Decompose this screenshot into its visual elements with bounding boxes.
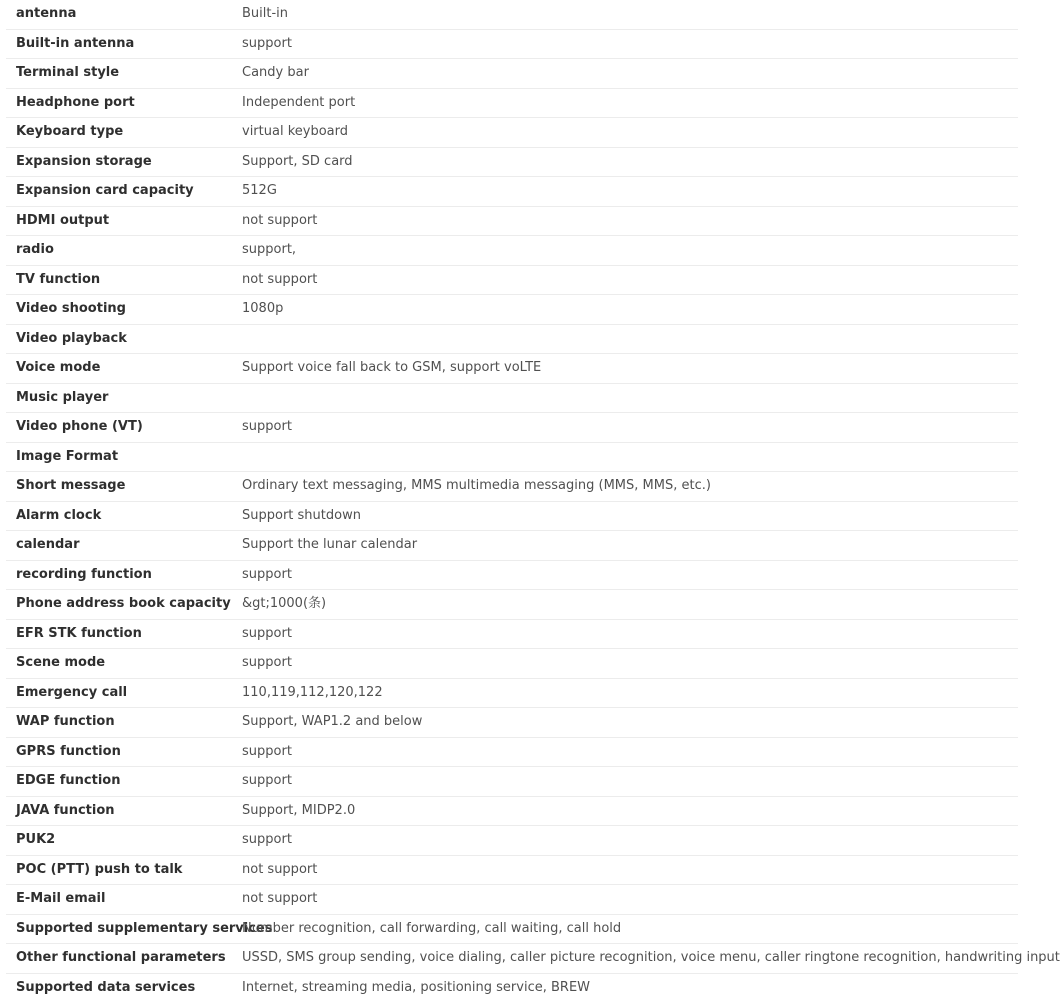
spec-row [6,472,1018,502]
spec-label: Alarm clock [6,501,232,531]
spec-value [232,442,1018,472]
spec-row [6,914,1018,944]
spec-row [6,413,1018,443]
spec-row [6,737,1018,767]
spec-value: Candy bar [232,59,1018,89]
spec-value: not support [232,206,1018,236]
spec-row [6,383,1018,413]
spec-row [6,708,1018,738]
spec-value [232,324,1018,354]
spec-label: EDGE function [6,767,232,797]
spec-label: WAP function [6,708,232,738]
spec-value: Support, WAP1.2 and below [232,708,1018,738]
spec-row [6,501,1018,531]
spec-label: Emergency call [6,678,232,708]
spec-label: antenna [6,0,232,29]
spec-label: Other functional parameters [6,944,232,974]
spec-label: Video playback [6,324,232,354]
spec-row [6,619,1018,649]
spec-value: support [232,737,1018,767]
spec-row [6,265,1018,295]
spec-row [6,531,1018,561]
spec-value: support [232,560,1018,590]
spec-row [6,944,1018,974]
spec-value: support [232,413,1018,443]
spec-value: support [232,29,1018,59]
spec-label: JAVA function [6,796,232,826]
spec-label: Video phone (VT) [6,413,232,443]
spec-row [6,29,1018,59]
spec-label: Supported supplementary services [6,914,232,944]
spec-value: 1080p [232,295,1018,325]
spec-label: Terminal style [6,59,232,89]
spec-row [6,826,1018,856]
spec-value: Support shutdown [232,501,1018,531]
spec-value: virtual keyboard [232,118,1018,148]
spec-row [6,649,1018,679]
spec-label: POC (PTT) push to talk [6,855,232,885]
spec-label: Supported data services [16,979,196,995]
spec-row [6,324,1018,354]
spec-label: E-Mail email [6,885,232,915]
spec-row [6,206,1018,236]
spec-value: support, [232,236,1018,266]
spec-row [6,442,1018,472]
spec-row [6,590,1018,620]
spec-row [6,767,1018,797]
spec-value: Support, MIDP2.0 [232,796,1018,826]
spec-row [6,59,1018,89]
spec-row [6,118,1018,148]
spec-row [6,855,1018,885]
spec-label: Keyboard type [6,118,232,148]
spec-label: Voice mode [6,354,232,384]
spec-value: not support [232,855,1018,885]
spec-value [232,383,1018,413]
spec-value: not support [232,885,1018,915]
spec-value: Ordinary text messaging, MMS multimedia messaging (MMS, MMS, etc.) [232,472,1018,502]
spec-label: Music player [6,383,232,413]
spec-value: &gt;1000(条) [232,590,1018,620]
spec-label: Expansion card capacity [6,177,232,207]
spec-value: support [232,767,1018,797]
spec-label: TV function [6,265,232,295]
spec-row [6,88,1018,118]
spec-value: Internet, streaming media, positioning service, BREW [242,979,591,995]
spec-label: Built-in antenna [6,29,232,59]
spec-row [6,295,1018,325]
spec-row [6,885,1018,915]
spec-label: calendar [6,531,232,561]
spec-label: Image Format [6,442,232,472]
spec-label: EFR STK function [6,619,232,649]
spec-label: Scene mode [6,649,232,679]
spec-row [6,354,1018,384]
spec-value: USSD, SMS group sending, voice dialing, caller picture recognition, voice menu, caller ringtone recognition, handwriting input [232,944,1018,974]
spec-row [6,0,1018,29]
spec-row [6,236,1018,266]
spec-value: 512G [232,177,1018,207]
spec-label: recording function [6,560,232,590]
specification-table-body [6,0,1060,1002]
spec-value: Number recognition, call forwarding, call waiting, call hold [232,914,1018,944]
spec-value: Built-in [232,0,1018,29]
spec-value: Support the lunar calendar [232,531,1018,561]
spec-value: Support voice fall back to GSM, support voLTE [232,354,1018,384]
spec-row [6,796,1018,826]
spec-label: Headphone port [6,88,232,118]
spec-value: Independent port [232,88,1018,118]
spec-label: HDMI output [6,206,232,236]
spec-value: not support [232,265,1018,295]
specification-table [6,0,1060,1002]
spec-label: Expansion storage [6,147,232,177]
spec-value: Support, SD card [232,147,1018,177]
spec-label: radio [6,236,232,266]
spec-label: PUK2 [6,826,232,856]
spec-label: Phone address book capacity [6,590,232,620]
spec-label: GPRS function [6,737,232,767]
spec-value: support [232,619,1018,649]
spec-value: support [232,649,1018,679]
spec-row [6,973,1018,1002]
spec-row [6,177,1018,207]
spec-label: Video shooting [6,295,232,325]
spec-label: Short message [6,472,232,502]
spec-row [6,678,1018,708]
spec-row [6,147,1018,177]
spec-value: 110,119,112,120,122 [232,678,1018,708]
spec-value: support [232,826,1018,856]
spec-row [6,560,1018,590]
